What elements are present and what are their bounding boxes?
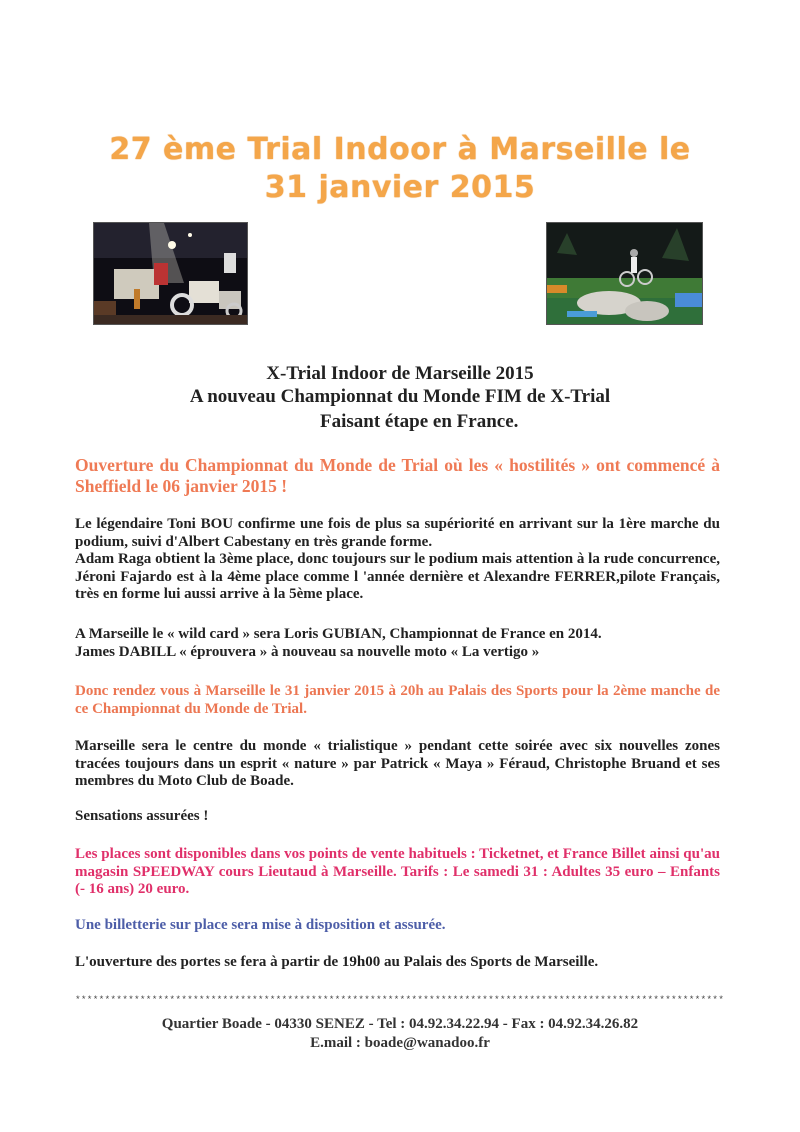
subheading-line-3: Faisant étape en France. (320, 411, 519, 432)
raga-paragraph: Adam Raga obtient la 3ème place, donc toujours sur le podium mais attention à la rude concurrence, Jéroni Fajardo est à la 4ème place comme l 'année dernière et Alexandre FERRER,pilote Français, très en forme lui aussi arrive à la 5ème place. (75, 551, 720, 602)
places-paragraph: Les places sont disponibles dans vos points de vente habituels : Ticketnet, et France Billet ainsi qu'au magasin SPEEDWAY cours Lieutaud à Marseille. Tarifs : Le samedi 31 : Adultes 35 euro – Enfants (- 16 ans) 20 euro. (75, 846, 720, 897)
bou-paragraph: Le légendaire Toni BOU confirme une fois de plus sa supériorité en arrivant sur la 1ère marche du podium, suivi d'Albert Cabestany en très grande forme. (75, 516, 720, 550)
asterisk-separator: ************************************************************************************************************** (75, 994, 725, 1005)
sensations-line: Sensations assurées ! (75, 808, 209, 824)
footer-address: Quartier Boade - 04330 SENEZ - Tel : 04.92.34.22.94 - Fax : 04.92.34.26.82 (161, 1016, 639, 1032)
portes-line: L'ouverture des portes se fera à partir de 19h00 au Palais des Sports de Marseille. (75, 954, 599, 970)
footer-email: E.mail : boade@wanadoo.fr (310, 1035, 490, 1051)
photo-rider-on-rock (546, 222, 703, 325)
subheading-line-2: A nouveau Championnat du Monde FIM de X-Trial (189, 386, 611, 407)
opening-paragraph: Ouverture du Championnat du Monde de Trial où les « hostilités » ont commencé à Sheffield le 06 janvier 2015 ! (75, 455, 720, 496)
subheading-line-1: X-Trial Indoor de Marseille 2015 (266, 363, 534, 384)
rendezvous-paragraph: Donc rendez vous à Marseille le 31 janvier 2015 à 20h au Palais des Sports pour la 2ème manche de ce Championnat du Monde de Trial. (75, 683, 720, 717)
billetterie-line: Une billetterie sur place sera mise à disposition et assurée. (75, 917, 446, 933)
wildcard-line: A Marseille le « wild card » sera Loris GUBIAN, Championnat de France en 2014. (75, 626, 602, 642)
dabill-line: James DABILL « éprouvera » à nouveau sa nouvelle moto « La vertigo » (75, 644, 540, 660)
document-title-line-1: 27 ème Trial Indoor à Marseille le (109, 132, 691, 167)
centre-paragraph: Marseille sera le centre du monde « trialistique » pendant cette soirée avec six nouvelles zones tracées toujours dans un esprit « nature » par Patrick « Maya » Féraud, Christophe Bruand et ses membres du Moto Club de Boade. (75, 738, 720, 789)
document-title-line-2: 31 janvier 2015 (264, 170, 536, 205)
photo-indoor-trial-arena (93, 222, 248, 325)
